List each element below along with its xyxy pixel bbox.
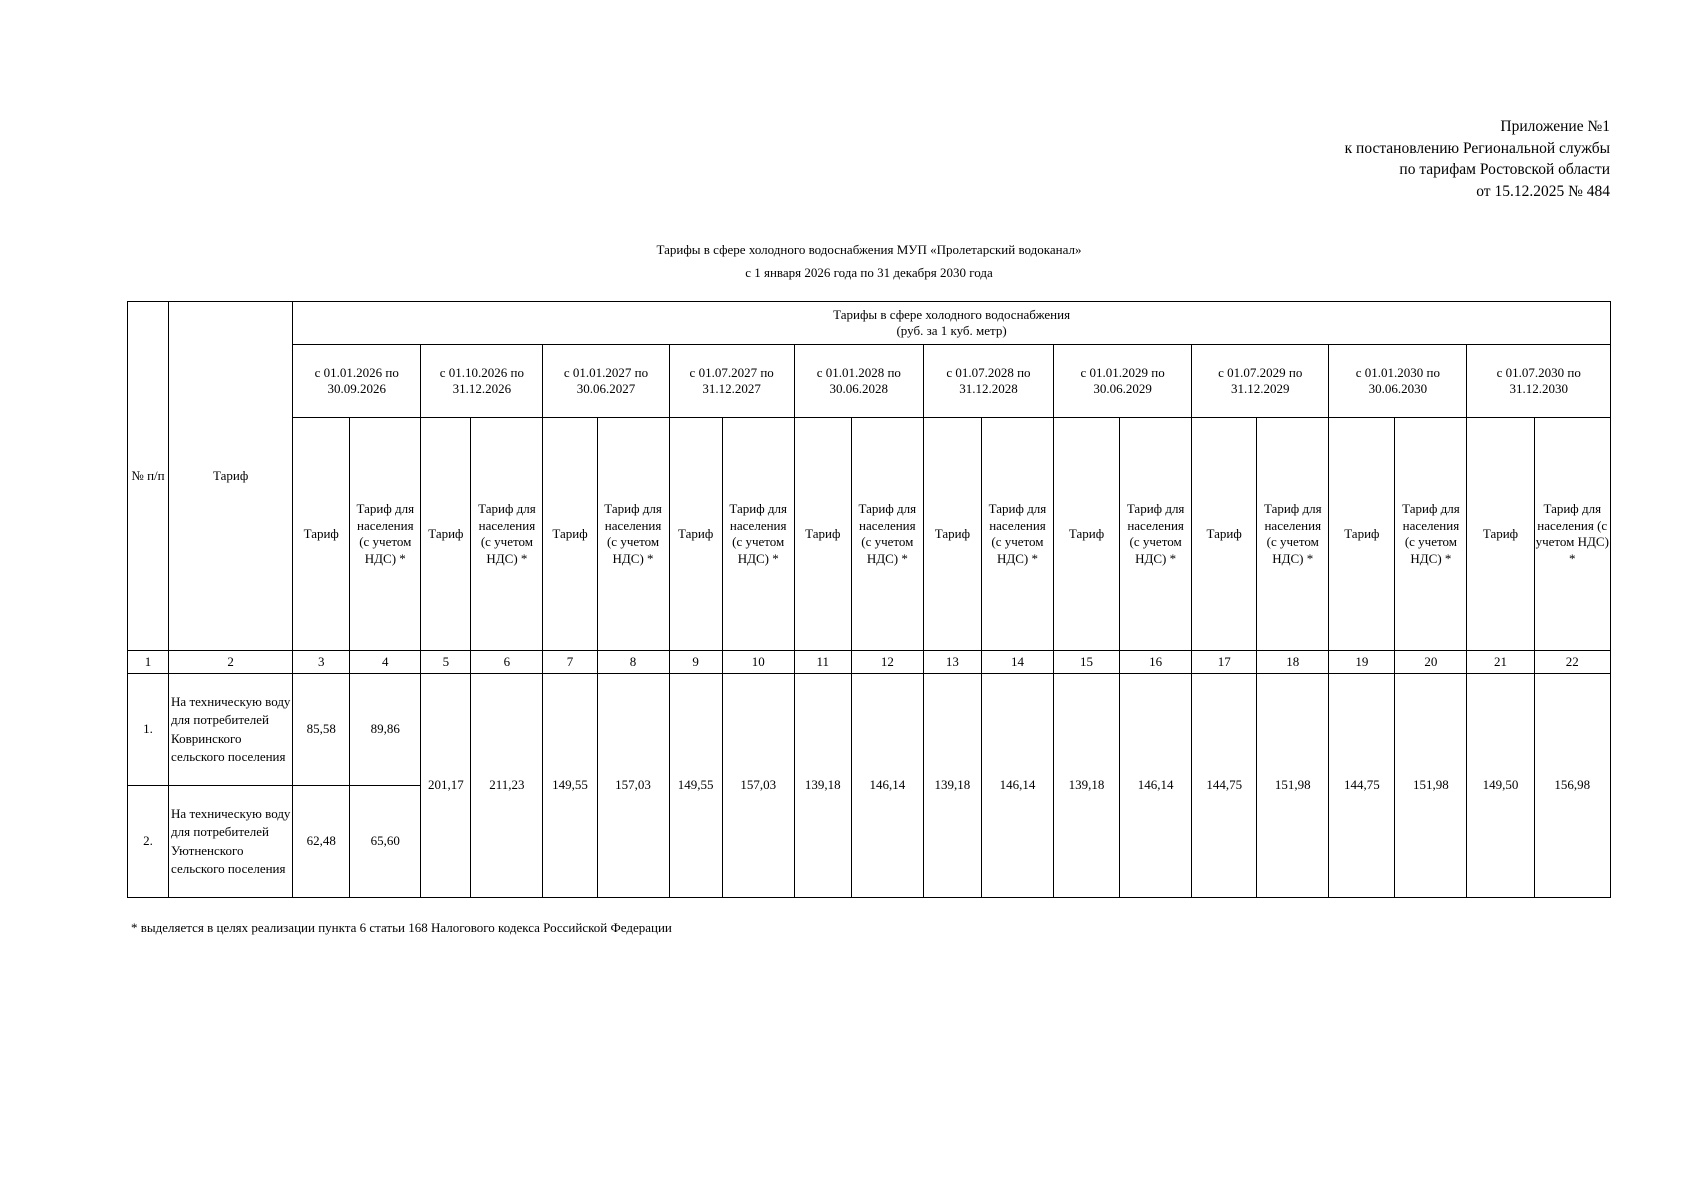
subheader-tariff: Тариф [1329,418,1395,651]
subheader-tariff: Тариф [1467,418,1534,651]
header-group-title: Тарифы в сфере холодного водоснабжения [833,306,1071,322]
appendix-block [1345,116,1610,202]
shared-tariff-value: 157,03 [722,674,794,898]
period-header: с 01.10.2026 по 31.12.2026 [421,345,543,418]
subheader-population-tariff: Тариф для населения (с учетом НДС) * [471,418,543,651]
column-number: 19 [1329,651,1395,674]
column-number: 15 [1054,651,1120,674]
subheader-tariff: Тариф [293,418,350,651]
subheader-population-tariff: Тариф для населения (с учетом НДС) * [722,418,794,651]
shared-tariff-value: 201,17 [421,674,471,898]
column-number: 1 [128,651,169,674]
shared-tariff-value: 146,14 [851,674,923,898]
document-title [0,238,1698,284]
period-header: с 01.07.2029 по 31.12.2029 [1192,345,1329,418]
column-number: 14 [981,651,1053,674]
row-population-value: 89,86 [350,674,421,786]
header-group [293,302,1611,345]
shared-tariff-value: 139,18 [1054,674,1120,898]
shared-tariff-value: 144,75 [1329,674,1395,898]
column-number: 7 [543,651,597,674]
shared-tariff-value: 151,98 [1395,674,1467,898]
period-header: с 01.01.2028 по 30.06.2028 [794,345,923,418]
column-number: 11 [794,651,851,674]
subheader-tariff: Тариф [923,418,981,651]
column-number: 8 [597,651,669,674]
subheader-tariff: Тариф [421,418,471,651]
period-header: с 01.01.2029 по 30.06.2029 [1054,345,1192,418]
shared-tariff-value: 146,14 [981,674,1053,898]
column-number: 5 [421,651,471,674]
row-name: На техническую воду для потребителей Уютненского сельского поселения [169,786,293,898]
title-line-2: с 1 января 2026 года по 31 декабря 2030 года [745,265,993,280]
column-number: 12 [851,651,923,674]
title-line-1: Тарифы в сфере холодного водоснабжения МУП «Пролетарский водоканал» [656,242,1082,257]
subheader-tariff: Тариф [543,418,597,651]
appendix-line-2: к постановлению Региональной службы [1344,139,1610,157]
row-population-value: 65,60 [350,786,421,898]
column-number: 21 [1467,651,1534,674]
subheader-population-tariff: Тариф для населения (с учетом НДС) * [851,418,923,651]
shared-tariff-value: 149,50 [1467,674,1534,898]
column-number: 20 [1395,651,1467,674]
period-header: с 01.07.2028 по 31.12.2028 [923,345,1053,418]
column-number: 4 [350,651,421,674]
shared-tariff-value: 146,14 [1120,674,1192,898]
shared-tariff-value: 156,98 [1534,674,1610,898]
shared-tariff-value: 149,55 [543,674,597,898]
shared-tariff-value: 211,23 [471,674,543,898]
period-header: с 01.01.2026 по 30.09.2026 [293,345,421,418]
subheader-tariff: Тариф [669,418,722,651]
appendix-line-3: по тарифам Ростовской области [1399,161,1610,178]
subheader-population-tariff: Тариф для населения (с учетом НДС) * [1395,418,1467,651]
row-tariff-value: 62,48 [293,786,350,898]
column-number: 10 [722,651,794,674]
subheader-population-tariff: Тариф для населения (с учетом НДС) * [597,418,669,651]
subheader-population-tariff: Тариф для населения (с учетом НДС) * [981,418,1053,651]
subheader-tariff: Тариф [1054,418,1120,651]
subheader-tariff: Тариф [1192,418,1257,651]
row-name: На техническую воду для потребителей Ковринского сельского поселения [169,674,293,786]
column-number: 6 [471,651,543,674]
column-number: 18 [1257,651,1329,674]
header-tariff: Тариф [169,302,293,651]
column-number: 9 [669,651,722,674]
shared-tariff-value: 157,03 [597,674,669,898]
tariff-table [127,301,1611,898]
appendix-line-1: Приложение №1 [1500,118,1610,135]
subheader-tariff: Тариф [794,418,851,651]
row-number: 1. [128,674,169,786]
subheader-population-tariff: Тариф для населения (с учетом НДС) * [1257,418,1329,651]
shared-tariff-value: 139,18 [794,674,851,898]
shared-tariff-value: 139,18 [923,674,981,898]
column-number: 17 [1192,651,1257,674]
period-header: с 01.07.2030 по 31.12.2030 [1467,345,1611,418]
appendix-line-4: от 15.12.2025 № 484 [1476,182,1610,200]
column-number: 22 [1534,651,1610,674]
period-header: с 01.01.2030 по 30.06.2030 [1329,345,1467,418]
subheader-population-tariff: Тариф для населения (с учетом НДС) * [350,418,421,651]
footnote: * выделяется в целях реализации пункта 6 статьи 168 Налогового кодекса Российской Федерации [131,920,672,935]
column-number: 2 [169,651,293,674]
column-number: 3 [293,651,350,674]
period-header: с 01.07.2027 по 31.12.2027 [669,345,794,418]
subheader-population-tariff: Тариф для населения (с учетом НДС) * [1120,418,1192,651]
row-tariff-value: 85,58 [293,674,350,786]
column-number: 13 [923,651,981,674]
header-group-unit: (руб. за 1 куб. метр) [896,323,1007,338]
period-header: с 01.01.2027 по 30.06.2027 [543,345,669,418]
shared-tariff-value: 149,55 [669,674,722,898]
shared-tariff-value: 144,75 [1192,674,1257,898]
row-number: 2. [128,786,169,898]
header-no: № п/п [128,302,169,651]
subheader-population-tariff: Тариф для населения (с учетом НДС) * [1534,418,1610,651]
shared-tariff-value: 151,98 [1257,674,1329,898]
column-number: 16 [1120,651,1192,674]
